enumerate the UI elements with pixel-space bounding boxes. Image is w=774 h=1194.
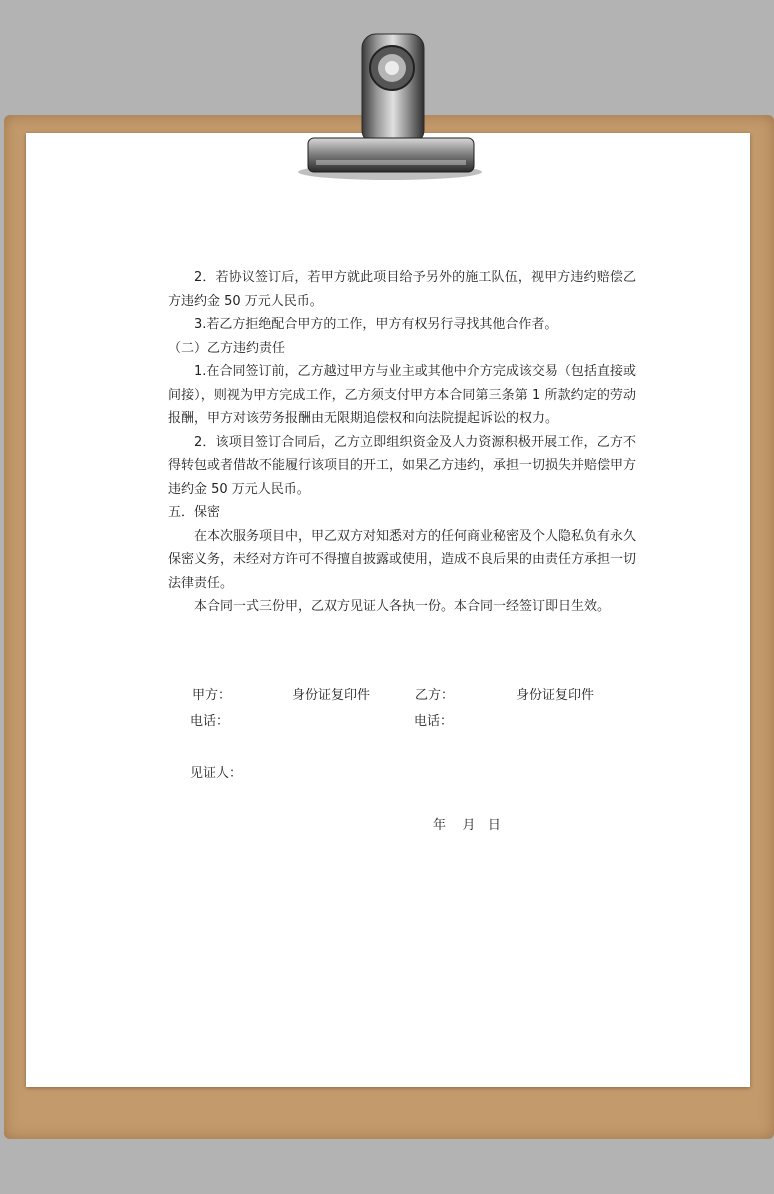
party-a-phone-label: 电话： (190, 714, 230, 729)
party-b-label: 乙方： (415, 688, 455, 703)
contract-paragraph: 本合同一式三份甲，乙双方见证人各执一份。本合同一经签订即日生效。 (194, 599, 611, 614)
signing-date: 年 月 日 (433, 818, 501, 833)
section-heading: 五．保密 (168, 505, 221, 520)
party-a-label: 甲方： (192, 688, 232, 703)
contract-paragraph: 2．该项目签订合同后，乙方立即组织资金及人力资源积极开展工作，乙方不得转包或者借故不能履行该项目的开工，如果乙方违约，承担一切损失并赔偿甲方违约金 50 万元人民币。 (168, 434, 637, 497)
witness-label: 见证人： (190, 766, 243, 781)
contract-body (168, 266, 636, 619)
contract-paragraph: 3.若乙方拒绝配合甲方的工作，甲方有权另行寻找其他合作者。 (194, 317, 558, 332)
party-a-id-copy: 身份证复印件 (292, 688, 371, 703)
party-b-id-copy: 身份证复印件 (516, 688, 595, 703)
contract-paragraph: 2．若协议签订后，若甲方就此项目给予另外的施工队伍，视甲方违约赔偿乙方违约金 50 万元人民币。 (168, 270, 636, 309)
contract-paragraph: 在本次服务项目中，甲乙双方对知悉对方的任何商业秘密及个人隐私负有永久保密义务，未经对方许可不得擅自披露或使用，造成不良后果的由责任方承担一切法律责任。 (168, 528, 637, 591)
section-heading: （二）乙方违约责任 (168, 340, 286, 356)
contract-paragraph: 1.在合同签订前，乙方越过甲方与业主或其他中介方完成该交易（包括直接或间接），则视为甲方完成工作，乙方须支付甲方本合同第三条第 1 所款约定的劳动报酬，甲方对该劳务报酬由无限期追偿权和向法院提起诉讼的权力。 (168, 364, 636, 426)
party-b-phone-label: 电话： (414, 714, 454, 729)
